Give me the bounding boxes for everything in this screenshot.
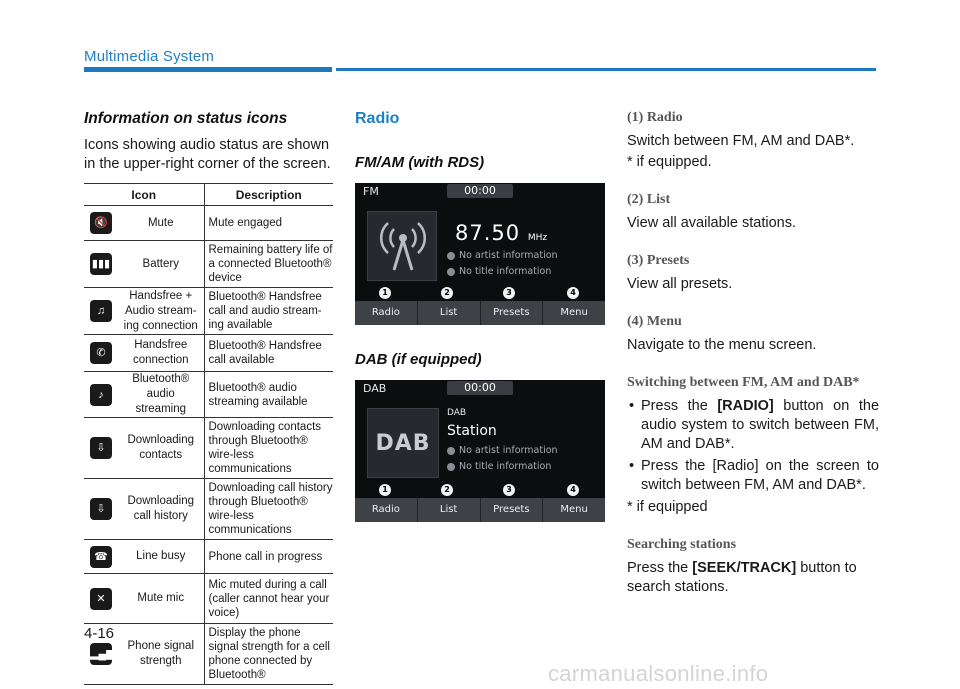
- icon-cell: [84, 418, 118, 479]
- icon-name: Battery: [118, 241, 204, 288]
- dab-screen: [355, 380, 605, 522]
- menu-heading: (4) Menu: [627, 314, 682, 329]
- menu-button[interactable]: Menu: [560, 307, 588, 318]
- presets-button[interactable]: Presets: [481, 301, 544, 325]
- col-header-description: Description: [204, 184, 333, 206]
- presets-heading: (3) Presets: [627, 253, 690, 268]
- title-icon: [447, 463, 455, 471]
- mute-mic-icon: ✕: [90, 588, 112, 610]
- icon-name: Handsfree connection: [118, 335, 204, 372]
- table-row: [84, 335, 333, 372]
- switching-bullet-1: • Press the [RADIO] button on the audio system to switch between FM, AM and DAB*.: [627, 397, 879, 454]
- watermark: carmanualsonline.info: [548, 661, 769, 686]
- icon-cell: [84, 288, 118, 335]
- fm-mode-label: FM: [363, 185, 379, 198]
- dab-clock: 00:00: [447, 381, 513, 395]
- radio-section: [355, 110, 607, 522]
- icon-name: Downloading contacts: [118, 418, 204, 479]
- radio-button[interactable]: Radio: [355, 498, 418, 522]
- dab-button-bar: [355, 498, 605, 522]
- header-bar-light: [336, 68, 876, 71]
- fm-track: No title information: [447, 266, 551, 277]
- title-icon: [447, 268, 455, 276]
- table-row: [84, 624, 333, 685]
- table-row: [84, 206, 333, 241]
- icon-description: Display the phone signal strength for a cell phone connected by Bluetooth®: [204, 624, 333, 685]
- dab-title: DAB (if equipped): [355, 351, 482, 368]
- table-row: [84, 372, 333, 418]
- fm-clock: 00:00: [447, 184, 513, 198]
- icon-cell: [84, 540, 118, 574]
- radio-text: Switch between FM, AM and DAB*.: [627, 133, 855, 149]
- icon-description: Downloading call history through Bluetooth® wire-less communications: [204, 479, 333, 540]
- artist-icon: [447, 252, 455, 260]
- icon-description: Phone call in progress: [204, 540, 333, 574]
- status-icons-table: [84, 183, 333, 685]
- icon-name: Mute mic: [118, 574, 204, 624]
- download-call-history-icon: ⇩: [90, 498, 112, 520]
- dab-station: Station: [447, 423, 497, 439]
- table-row: [84, 479, 333, 540]
- handsfree-audio-icon: ♫: [90, 300, 112, 322]
- icon-name: Phone signal strength: [118, 624, 204, 685]
- table-row: [84, 288, 333, 335]
- searching-heading: Searching stations: [627, 537, 737, 552]
- icon-description: Bluetooth® audio streaming available: [204, 372, 333, 418]
- list-heading: (2) List: [627, 192, 671, 207]
- switching-bullet-2: • Press the [Radio] on the screen to switch between FM, AM and DAB*.: [627, 457, 879, 495]
- radio-heading: (1) Radio: [627, 110, 683, 125]
- icon-cell: [84, 206, 118, 241]
- callout-2: 2: [441, 287, 453, 299]
- switching-heading: Switching between FM, AM and DAB*: [627, 375, 860, 390]
- icon-name: Line busy: [118, 540, 204, 574]
- line-busy-icon: ☎: [90, 546, 112, 568]
- menu-button[interactable]: Menu: [560, 504, 588, 515]
- callout-3: 3: [503, 287, 515, 299]
- fm-artist: No artist information: [447, 250, 558, 261]
- icon-cell: [84, 335, 118, 372]
- callout-1: 1: [379, 484, 391, 496]
- icon-name: Mute: [118, 206, 204, 241]
- dab-artist: No artist information: [447, 445, 558, 456]
- icon-description: Mute engaged: [204, 206, 333, 241]
- icon-cell: [84, 241, 118, 288]
- icon-cell: [84, 372, 118, 418]
- switching-list: [627, 397, 879, 495]
- page-number: 4-16: [84, 625, 115, 642]
- fm-frequency: 87.50 MHz: [455, 221, 548, 245]
- callout-4: 4: [567, 287, 579, 299]
- status-icons-title: Information on status icons: [84, 110, 288, 127]
- table-row: [84, 540, 333, 574]
- icon-description: Remaining battery life of a connected Bluetooth® device: [204, 241, 333, 288]
- callout-4: 4: [567, 484, 579, 496]
- table-row: [84, 241, 333, 288]
- status-icons-intro: Icons showing audio status are shown in the upper-right corner of the screen.: [84, 137, 331, 172]
- callout-3: 3: [503, 484, 515, 496]
- callout-1: 1: [379, 287, 391, 299]
- list-button[interactable]: List: [418, 498, 481, 522]
- handsfree-icon: ✆: [90, 342, 112, 364]
- icon-description: Bluetooth® Handsfree call available: [204, 335, 333, 372]
- icon-name: Bluetooth® audio streaming: [118, 372, 204, 418]
- col-header-icon: Icon: [84, 184, 204, 206]
- icon-description: Bluetooth® Handsfree call and audio stream-ing available: [204, 288, 333, 335]
- battery-icon: ▮▮▮: [90, 253, 112, 275]
- dab-label: DAB: [447, 408, 467, 418]
- radio-tower-icon: [367, 211, 437, 281]
- dab-logo: DAB: [367, 408, 439, 478]
- table-row: [84, 418, 333, 479]
- presets-text: View all presets.: [627, 276, 733, 292]
- icon-description: Mic muted during a call (caller cannot hear your voice): [204, 574, 333, 624]
- list-button[interactable]: List: [418, 301, 481, 325]
- radio-functions-section: [627, 110, 879, 597]
- header-bar-dark: [84, 67, 332, 72]
- phone-signal-icon: ▂▄▆: [90, 643, 112, 665]
- header-title: Multimedia System: [84, 48, 215, 65]
- download-contacts-icon: ⇩: [90, 437, 112, 459]
- icon-cell: [84, 479, 118, 540]
- switching-note: * if equipped: [627, 499, 708, 515]
- fm-unit: MHz: [527, 233, 548, 243]
- icon-name: Handsfree + Audio stream-ing connection: [118, 288, 204, 335]
- fm-am-title: FM/AM (with RDS): [355, 154, 485, 171]
- icon-description: Downloading contacts through Bluetooth® wire-less communications: [204, 418, 333, 479]
- artist-icon: [447, 447, 455, 455]
- table-row: [84, 574, 333, 624]
- searching-text: Press the [SEEK/TRACK] button to search stations.: [627, 560, 857, 595]
- menu-text: Navigate to the menu screen.: [627, 337, 817, 353]
- radio-title: Radio: [355, 110, 400, 127]
- list-text: View all available stations.: [627, 215, 796, 231]
- mute-icon: 🔇: [90, 212, 112, 234]
- fm-button-bar: [355, 301, 605, 325]
- icon-name: Downloading call history: [118, 479, 204, 540]
- dab-mode-label: DAB: [363, 382, 387, 395]
- dab-track: No title information: [447, 461, 551, 472]
- fm-screen: [355, 183, 605, 325]
- bluetooth-audio-icon: ♪: [90, 384, 112, 406]
- callout-2: 2: [441, 484, 453, 496]
- icon-cell: [84, 574, 118, 624]
- presets-button[interactable]: Presets: [481, 498, 544, 522]
- radio-note: * if equipped.: [627, 154, 712, 170]
- status-icons-section: [84, 110, 334, 685]
- radio-button[interactable]: Radio: [355, 301, 418, 325]
